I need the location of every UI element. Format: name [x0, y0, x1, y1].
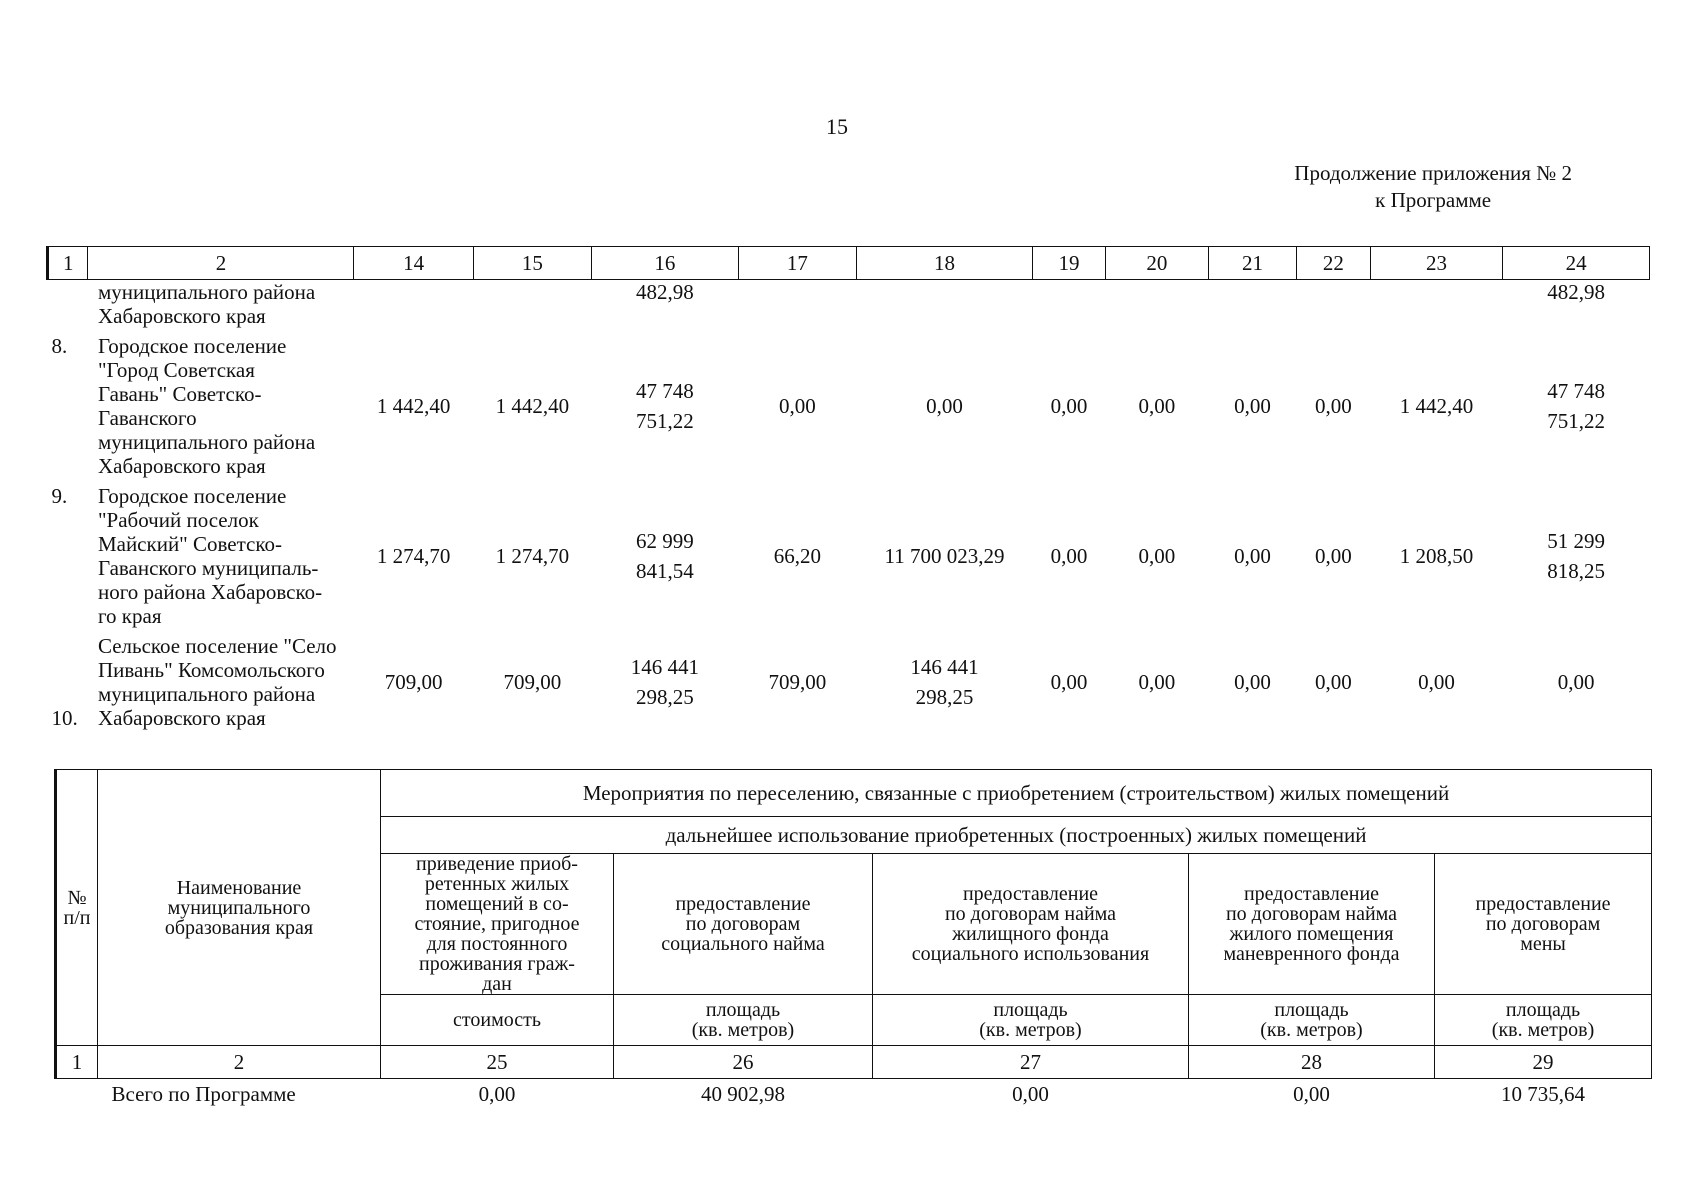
total-label: Всего по Программе: [111, 1082, 296, 1106]
value-cell: 0,00: [1050, 670, 1088, 694]
unit-header: площадь (кв. метров): [1189, 995, 1435, 1046]
column-numbers-row: [56, 1046, 1652, 1079]
value-cell: 0,00: [1234, 544, 1271, 568]
value-cell: 0,00: [1050, 394, 1088, 418]
caption-sub: дальнейшее использование приобретенных (построенных) жилых помещений: [381, 817, 1652, 854]
lower-table: [54, 769, 1652, 1109]
header-cell: 2: [88, 247, 354, 280]
value-cell: 482,98: [636, 280, 694, 304]
value-cell: 0,00: [1138, 394, 1176, 418]
value-cell: 709,00: [384, 670, 443, 694]
value-cell: 0,00: [1050, 544, 1088, 568]
header-cell: 20: [1105, 247, 1208, 280]
column-header: предоставление по договорам мены: [1435, 854, 1652, 995]
value-cell: 0,00: [1557, 670, 1595, 694]
header-cell: 24: [1503, 247, 1650, 280]
value-cell: 146 441 298,25: [910, 655, 979, 709]
total-value: 0,00: [1012, 1082, 1049, 1106]
value-cell: 0,00: [1315, 394, 1352, 418]
value-cell: 0,00: [1418, 670, 1455, 694]
value-cell: 62 999 841,54: [636, 529, 694, 583]
row-index: 8.: [51, 334, 68, 358]
header-cell: 14: [354, 247, 473, 280]
value-cell: 0,00: [1138, 544, 1176, 568]
value-cell: 0,00: [1138, 670, 1176, 694]
value-cell: 1 274,70: [495, 544, 570, 568]
column-header-number: № п/п: [56, 770, 98, 1046]
value-cell: 66,20: [773, 544, 822, 568]
column-number: 25: [381, 1046, 614, 1079]
unit-header: площадь (кв. метров): [873, 995, 1189, 1046]
value-cell: 1 274,70: [376, 544, 451, 568]
value-cell: 1 208,50: [1399, 544, 1474, 568]
value-cell: 0,00: [926, 394, 963, 418]
total-value: 0,00: [478, 1082, 516, 1106]
table-row: [48, 334, 1650, 478]
page-number: 15: [826, 114, 848, 139]
municipality-name: Сельское поселение "Село Пивань" Комсомольского муниципального района Хабаровского края: [97, 634, 337, 730]
column-number: 28: [1189, 1046, 1435, 1079]
header-cell: 1: [48, 247, 88, 280]
column-number: 1: [56, 1046, 98, 1079]
value-cell: 1 442,40: [376, 394, 451, 418]
value-cell: 0,00: [779, 394, 816, 418]
value-cell: 709,00: [503, 670, 562, 694]
row-index: 9.: [51, 484, 68, 508]
appendix-line-1: Продолжение приложения № 2: [1294, 161, 1572, 185]
column-number: 2: [98, 1046, 381, 1079]
column-header: приведение приоб- ретенных жилых помещений в со- стояние, пригодное для постоянного проживания граж- дан: [381, 854, 614, 995]
table-row: [48, 280, 1650, 329]
unit-header: площадь (кв. метров): [1435, 995, 1652, 1046]
header-cell: 16: [592, 247, 739, 280]
column-header-name: Наименование муниципального образования края: [98, 770, 381, 1046]
total-value: 0,00: [1293, 1082, 1330, 1106]
column-header: предоставление по договорам найма жилого помещения маневренного фонда: [1189, 854, 1435, 995]
upper-header-row: [48, 247, 1650, 280]
appendix-line-2: к Программе: [1375, 188, 1492, 212]
value-cell: 47 748 751,22: [1547, 379, 1606, 433]
value-cell: 0,00: [1315, 544, 1352, 568]
unit-header: площадь (кв. метров): [614, 995, 873, 1046]
value-cell: 709,00: [768, 670, 827, 694]
table-row: [48, 484, 1650, 628]
total-value: 10 735,64: [1501, 1082, 1586, 1106]
column-number: 29: [1435, 1046, 1652, 1079]
column-header: предоставление по договорам найма жилищного фонда социального использования: [873, 854, 1189, 995]
municipality-name: Городское поселение "Рабочий поселок Майский" Советско- Гаванского муниципаль- ного района Хабаровско- го края: [97, 484, 323, 628]
header-cell: 21: [1209, 247, 1297, 280]
upper-table: [46, 246, 1650, 730]
value-cell: 0,00: [1234, 670, 1271, 694]
row-index: 10.: [51, 706, 78, 730]
table-row: [48, 634, 1650, 730]
column-number: 26: [614, 1046, 873, 1079]
municipality-name: Городское поселение "Город Советская Гавань" Советско- Гаванского муниципального района Хабаровского края: [97, 334, 316, 478]
value-cell: 11 700 023,29: [884, 544, 1005, 568]
appendix-caption: [1294, 160, 1572, 214]
value-cell: 47 748 751,22: [636, 379, 694, 433]
municipality-name: муниципального района Хабаровского края: [97, 280, 316, 328]
value-cell: 1 442,40: [1399, 394, 1474, 418]
value-cell: 0,00: [1315, 670, 1352, 694]
value-cell: 51 299 818,25: [1547, 529, 1606, 583]
column-header: предоставление по договорам социального найма: [614, 854, 873, 995]
header-cell: 17: [738, 247, 856, 280]
caption-main: Мероприятия по переселению, связанные с приобретением (строительством) жилых помещений: [381, 770, 1652, 817]
header-cell: 22: [1296, 247, 1370, 280]
value-cell: 482,98: [1547, 280, 1606, 304]
header-cell: 19: [1033, 247, 1106, 280]
header-cell: 18: [857, 247, 1033, 280]
value-cell: 146 441 298,25: [630, 655, 700, 709]
column-number: 27: [873, 1046, 1189, 1079]
unit-header: стоимость: [381, 995, 614, 1046]
total-row: [56, 1079, 1652, 1110]
value-cell: 1 442,40: [495, 394, 570, 418]
total-value: 40 902,98: [701, 1082, 785, 1106]
value-cell: 0,00: [1234, 394, 1271, 418]
header-cell: 15: [473, 247, 591, 280]
header-cell: 23: [1370, 247, 1502, 280]
